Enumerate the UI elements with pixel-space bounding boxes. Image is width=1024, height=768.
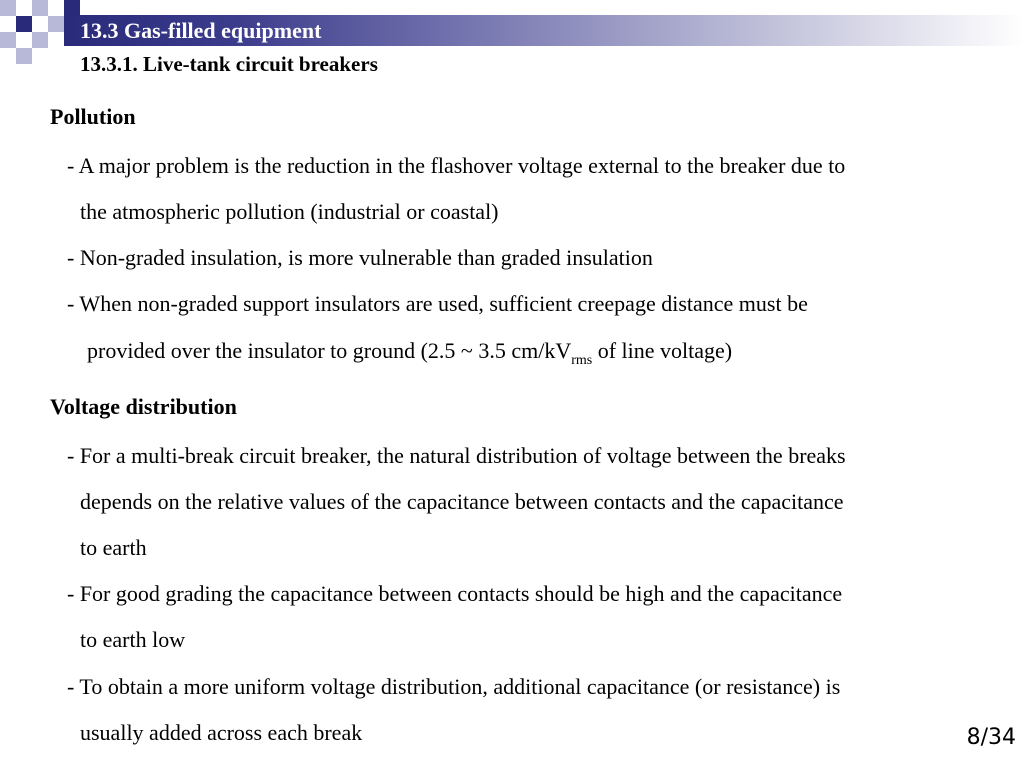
decor-square: [32, 32, 48, 48]
decor-square: [32, 0, 48, 16]
decor-square: [0, 0, 16, 16]
pollution-bullet-1-line-2: the atmospheric pollution (industrial or coastal): [80, 199, 499, 224]
creepage-text: provided over the insulator to ground (2.5 ~ 3.5 cm/kV: [87, 338, 572, 363]
pollution-bullet-1-line-1: - A major problem is the reduction in the flashover voltage external to the breaker due to: [67, 153, 846, 178]
page-number: 8/34: [966, 725, 1016, 750]
rms-subscript: rms: [571, 353, 593, 368]
voltage-bullet-1-line-2: depends on the relative values of the capacitance between contacts and the capacitance: [80, 489, 844, 514]
voltage-bullet-1-line-3: to earth: [80, 535, 147, 560]
voltage-bullet-1-line-1: - For a multi-break circuit breaker, the natural distribution of voltage between the breaks: [67, 443, 846, 468]
voltage-bullet-2-line-1: - For good grading the capacitance between contacts should be high and the capacitance: [67, 581, 843, 606]
voltage-bullet-2-line-2: to earth low: [80, 627, 186, 652]
decor-square: [64, 0, 80, 16]
decor-square: [48, 16, 64, 32]
decor-square: [0, 32, 16, 48]
creepage-text-end: of line voltage): [592, 338, 733, 363]
slide-title: 13.3 Gas-filled equipment: [80, 18, 322, 43]
decor-square: [16, 16, 32, 32]
voltage-bullet-3-line-2: usually added across each break: [80, 720, 363, 745]
pollution-bullet-2-line-1: - Non-graded insulation, is more vulnerable than graded insulation: [67, 245, 653, 270]
slide-subtitle: 13.3.1. Live-tank circuit breakers: [80, 52, 378, 76]
pollution-bullet-3-line-1: - When non-graded support insulators are used, sufficient creepage distance must be: [67, 291, 808, 316]
section-heading-pollution: Pollution: [50, 104, 136, 129]
decor-square: [16, 48, 32, 64]
pollution-bullet-3-line-2: [87, 336, 732, 366]
voltage-bullet-3-line-1: - To obtain a more uniform voltage distribution, additional capacitance (or resistance) is: [67, 674, 841, 699]
section-heading-voltage-distribution: Voltage distribution: [50, 394, 237, 419]
